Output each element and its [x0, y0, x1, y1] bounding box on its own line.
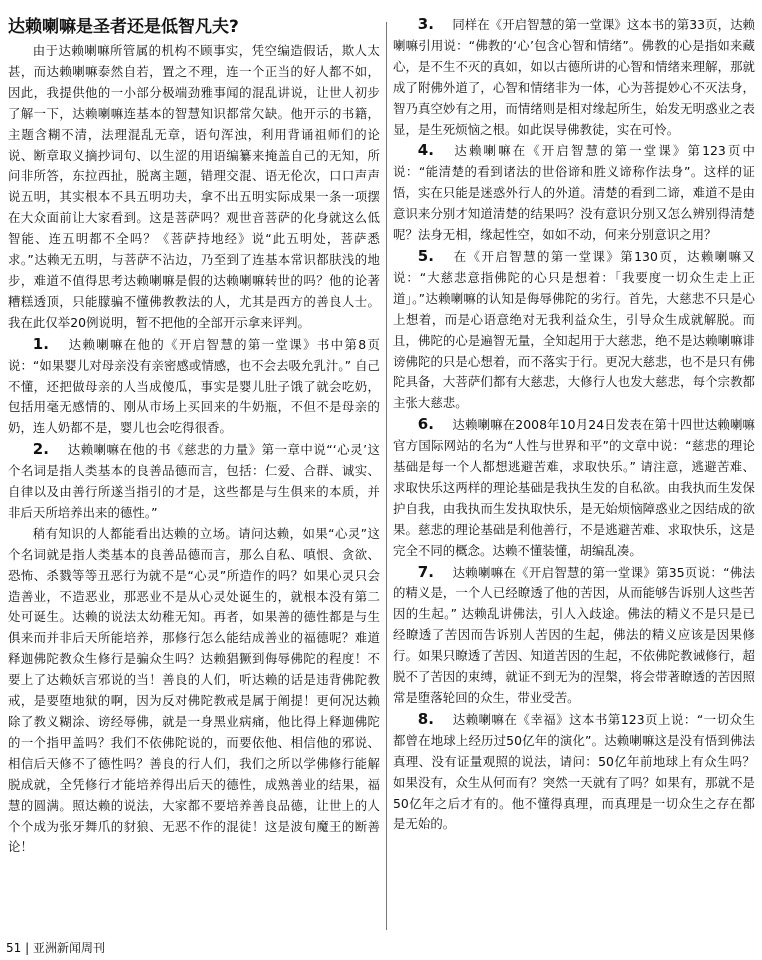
- item-text: 达赖喇嘛在他的《开启智慧的第一堂课》书中第8页说：“如果婴儿对母亲没有亲密感或情感，也不会去吸允乳汁。” 自己不懂，还把做母亲的人当成傻瓜，事实是婴儿肚子饿了就会吃奶，包括用毫无感情的、刚从市场上买回来的牛奶瓶，不但不是母亲的奶，连人奶都不是，婴儿也会吃得很香。: [8, 336, 380, 436]
- page-number: 51: [6, 941, 22, 955]
- page-footer: [6, 940, 105, 956]
- item-text: 达赖喇嘛在2008年10月24日发表在第十四世达赖喇嘛官方国际网站的名为“人性与世界和平”的文章中说：“慈悲的理论基础是每一个人都想逃避苦难，求取快乐。” 请注意，逃避苦难、求取快乐这两样的理论基础是我执生发的自私欲。由我执而生发保护自我，由我执而生发执取快乐，是无始烦恼障惑业之因结成的欲果。慈悲的理论基础是利他善行，不是逃避苦难、求取快乐，这是完全不同的概念。达赖不懂装懂，胡编乱凑。: [393, 417, 755, 558]
- item-text: 达赖喇嘛在他的书《慈悲的力量》第一章中说“‘心灵’这个名词是指人类基本的良善品德而言，包括：仁爱、合群、诚实、自律以及由善行所遂当指引的才是，这些都是与生俱来的本质，并非后天所培养出来的德性。”: [8, 442, 380, 520]
- publication-name: 亚洲新闻周刊: [32, 941, 105, 955]
- left-column: [8, 14, 380, 858]
- right-column: [393, 14, 755, 835]
- item-number: 5.: [417, 246, 435, 265]
- item-text: 达赖喇嘛在《幸福》这本书第123页上说：“一切众生都曾在地球上经历过50亿年的演化”。达赖喇嘛这是没有悟到佛法真理、没有证量观照的说法，请问：50亿年前地球上有众生吗？如果没有，众生从何而有？突然一天就有了吗？如果有，那就不是50亿年之后才有的。他不懂得真理，而真理是一切众生之存在都是无始的。: [393, 711, 755, 832]
- article-title: 达赖喇嘛是圣者还是低智凡夫?: [8, 17, 239, 37]
- item-5: [393, 246, 755, 414]
- item-1: [8, 334, 380, 440]
- intro-paragraph: 由于达赖喇嘛所管属的机构不顾事实，凭空编造假话，欺人太甚，而达赖喇嘛泰然自若，置之不理，连一个正当的好人都不如，因此，我提供他的一小部分极端劲雅事闻的混乱讲说，让世人初步了解一下，达赖喇嘛连基本的智慧知识都常欠缺。他开示的书籍，主题含糊不清，法理混乱无章，语句浑浊，利用背诵祖师们的论说、断章取义摘抄词句、以生涩的用语编纂来掩盖自己的无知，所问非所答，东拉西扯，脱离主题，错理交混、语无伦次，口口声声说五明，其实根本不具五明功夫，拿不出五明实际成果一条一项摆在大众面前让大家看到。这是菩萨吗？观世音菩萨的化身就这么低智能、连五明都不全吗？《菩萨持地经》说“此五明处，菩萨悉求。”达赖无五明，与菩萨不沾边，乃至到了连基本常识都肤浅的地步，难道不值得思考达赖喇嘛是假的达赖喇嘛转世的吗？他的论著糟糕透顶，只能朦骗不懂佛教教法的人，尤其是西方的善良人士。我在此仅举20例说明，暂不把他的全部开示拿来评判。: [8, 43, 380, 330]
- item-number: 6.: [417, 415, 435, 434]
- item-8: [393, 709, 755, 835]
- item-4: [393, 140, 755, 246]
- footer-separator: |: [25, 941, 30, 955]
- column-divider: [386, 22, 387, 930]
- item-7: [393, 562, 755, 709]
- item-6: [393, 414, 755, 561]
- item-number: 4.: [417, 141, 435, 160]
- item-number: 1.: [32, 334, 50, 353]
- item-number: 2.: [32, 440, 50, 459]
- item-text: 同样在《开启智慧的第一堂课》这本书的第33页，达赖喇嘛引用说：“佛教的‘心’包含心智和情绪”。佛教的心是指如来藏心，是不生不灭的真如，如以古德所讲的心智和情绪来理解，那就成了附佛外道了，心智和情绪非为一体，心为菩提妙心不灭法身，智乃真空妙有之用，而情绪则是相对缘起所生，始发无明惑业之表显，是生死烦恼之根。如此误导佛教徒，实在可怜。: [393, 17, 755, 137]
- item-2: [8, 439, 380, 524]
- item-number: 3.: [417, 15, 435, 33]
- critique-paragraph: 稍有知识的人都能看出达赖的立场。请问达赖，如果“心灵”这个名词就是指人类基本的良善品德而言，那么自私、嗔恨、贪欲、恐怖、杀戮等等丑恶行为就不是“心灵”所造作的吗？如果心灵只会造善业，不造恶业，那恶业不是从心灵处诞生的，就根本没有第二处可诞生。达赖的说法太幼稚无知。再者，如果善的德性都是与生俱来而并非后天所能培养，那修行怎么能结成善业的福德呢？难道释迦佛陀教众生修行是骗众生吗？达赖猖獗到侮辱佛陀的程度！不要上了达赖妖言邪说的当！善良的人们，听达赖的话是违背佛陀教戒，是要堕地狱的啊，因为反对佛陀教戒是属于阐提！更何况达赖除了教义糊涂、谤经辱佛，就是一身黑业病痛，他比得上释迦佛陀的一个指甲盖吗？我们不依佛陀说的，而要依他、相信他的邪说、相信后天修不了德性吗？善良的行人们，我们之所以学佛修行能解脱成就，全凭修行才能培养得出后天的德性，成熟善业的结果，福慧的圆满。照达赖的说法，大家都不要培养善良品德，让世上的人个个成为张牙舞爪的豺狼、无恶不作的混徒！这是波旬魔王的断善论！: [8, 525, 380, 855]
- item-text: 在《开启智慧的第一堂课》第130页，达赖喇嘛又说：“大慈悲意指佛陀的心只是想着：「我要度一切众生走上正道」。”达赖喇嘛的认知是侮辱佛陀的劣行。首先，大慈悲不只是心上想着，而是心语意绝对无我利益众生，引导众生成就解脱。而且，佛陀的心是遍智无量，全知起用于大慈悲，绝不是达赖喇嘛诽谤佛陀的只是心想着，而不落实于行。更况大慈悲，也不是只有佛陀具备，大菩萨们都有大慈悲，大修行人也发大慈悲，每个宗教都主张大慈悲。: [393, 248, 755, 411]
- item-number: 7.: [417, 562, 435, 581]
- item-text: 达赖喇嘛在《开启智慧的第一堂课》第35页说：“佛法的精义是，一个人已经瞭透了他的苦因，从而能够告诉别人这些苦因的生起。” 达赖乱讲佛法，引人入歧途。佛法的精义不是只是已经瞭透了苦因而告诉别人苦因的生起，佛法的精义应该是因果修行。如果只瞭透了苦因、知道苦因的生起，不依佛陀教诫修行，超脱不了苦因的束缚，就证不到无为的涅槃，将会带著瞭透的苦因照常是堕落轮回的众生，带业受苦。: [393, 564, 755, 705]
- item-text: 达赖喇嘛在《开启智慧的第一堂课》第123页中说：“能清楚的看到诸法的世俗谛和胜义谛称作法身”。这样的证悟，实在只能是迷惑外行人的外道。清楚的看到二谛，难道不是由意识来分别才知道清楚的结果吗？没有意识分别又怎么辨别得清楚呢？法身无相，缘起性空，如如不动，何来分别意识之用？: [393, 143, 755, 243]
- item-number: 8.: [417, 709, 435, 728]
- item-3: [393, 14, 755, 140]
